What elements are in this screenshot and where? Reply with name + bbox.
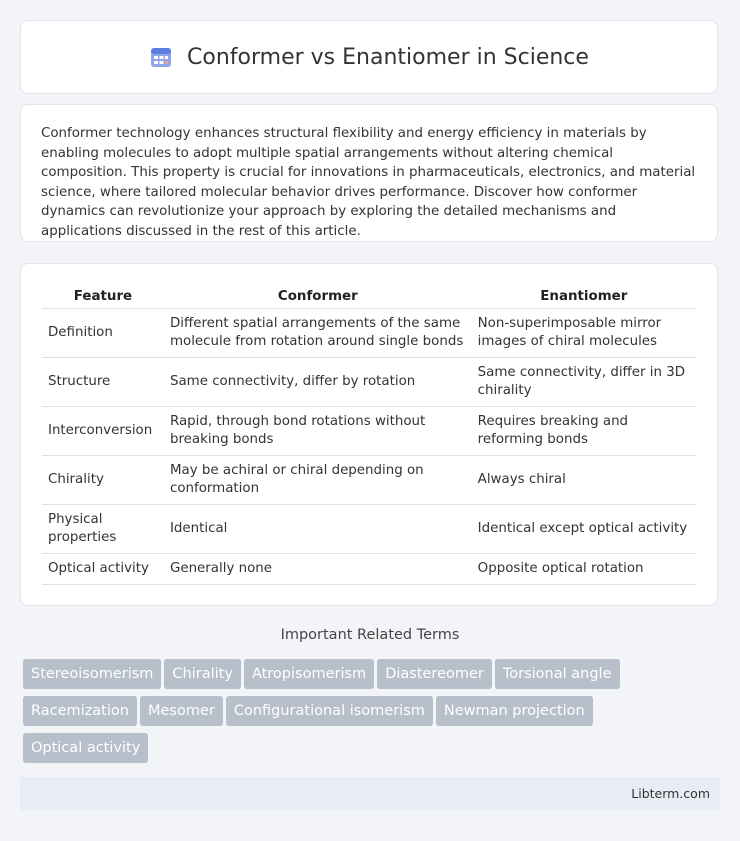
header-card [20,20,718,94]
footer [20,777,720,810]
row-conformer: Identical [164,504,472,553]
row-enantiomer: Requires breaking and reforming bonds [472,406,696,455]
comparison-card [20,263,718,606]
tag-stereoisomerism[interactable]: Stereoisomerism [23,659,161,689]
table-row [42,308,696,357]
intro-text: Conformer technology enhances structural flexibility and energy efficiency in materials by enabling molecules to adopt multiple spatial arrangements without altering chemical composition. This property is crucial for innovations in pharmaceuticals, electronics, and material science, where tailored molecular behavior drives performance. Discover how conformer dynamics can revolutionize your approach by exploring the detailed mechanisms and applications discussed in the rest of this article. [41,126,696,239]
header-feature: Feature [42,284,164,308]
table-row [42,357,696,406]
related-terms-list [23,659,723,770]
row-feature: Chirality [42,455,164,504]
tag-racemization[interactable]: Racemization [23,696,137,726]
table-row [42,455,696,504]
row-enantiomer: Identical except optical activity [472,504,696,553]
tag-torsional-angle[interactable]: Torsional angle [495,659,620,689]
row-feature: Optical activity [42,553,164,584]
tag-atropisomerism[interactable]: Atropisomerism [244,659,374,689]
related-terms-title: Important Related Terms [280,627,460,643]
table-icon [149,45,173,69]
tag-chirality[interactable]: Chirality [164,659,241,689]
row-conformer: May be achiral or chiral depending on conformation [164,455,472,504]
row-feature: Definition [42,308,164,357]
row-feature: Physical properties [42,504,164,553]
row-conformer: Generally none [164,553,472,584]
footer-site-link[interactable]: Libterm.com [631,786,710,801]
row-feature: Structure [42,357,164,406]
tag-newman-projection[interactable]: Newman projection [436,696,593,726]
tag-optical-activity[interactable]: Optical activity [23,733,148,763]
row-conformer: Different spatial arrangements of the same molecule from rotation around single bonds [164,308,472,357]
row-enantiomer: Always chiral [472,455,696,504]
row-enantiomer: Opposite optical rotation [472,553,696,584]
tag-configurational-isomerism[interactable]: Configurational isomerism [226,696,433,726]
tag-diastereomer[interactable]: Diastereomer [377,659,492,689]
row-enantiomer: Non-superimposable mirror images of chiral molecules [472,308,696,357]
row-feature: Interconversion [42,406,164,455]
table-row [42,553,696,584]
header-enantiomer: Enantiomer [472,284,696,308]
tag-mesomer[interactable]: Mesomer [140,696,223,726]
table-row [42,504,696,553]
row-enantiomer: Same connectivity, differ in 3D chirality [472,357,696,406]
header-conformer: Conformer [164,284,472,308]
table-row [42,406,696,455]
row-conformer: Rapid, through bond rotations without breaking bonds [164,406,472,455]
page-title: Conformer vs Enantiomer in Science [187,44,589,70]
comparison-table [42,284,696,585]
intro-card [20,104,718,242]
row-conformer: Same connectivity, differ by rotation [164,357,472,406]
